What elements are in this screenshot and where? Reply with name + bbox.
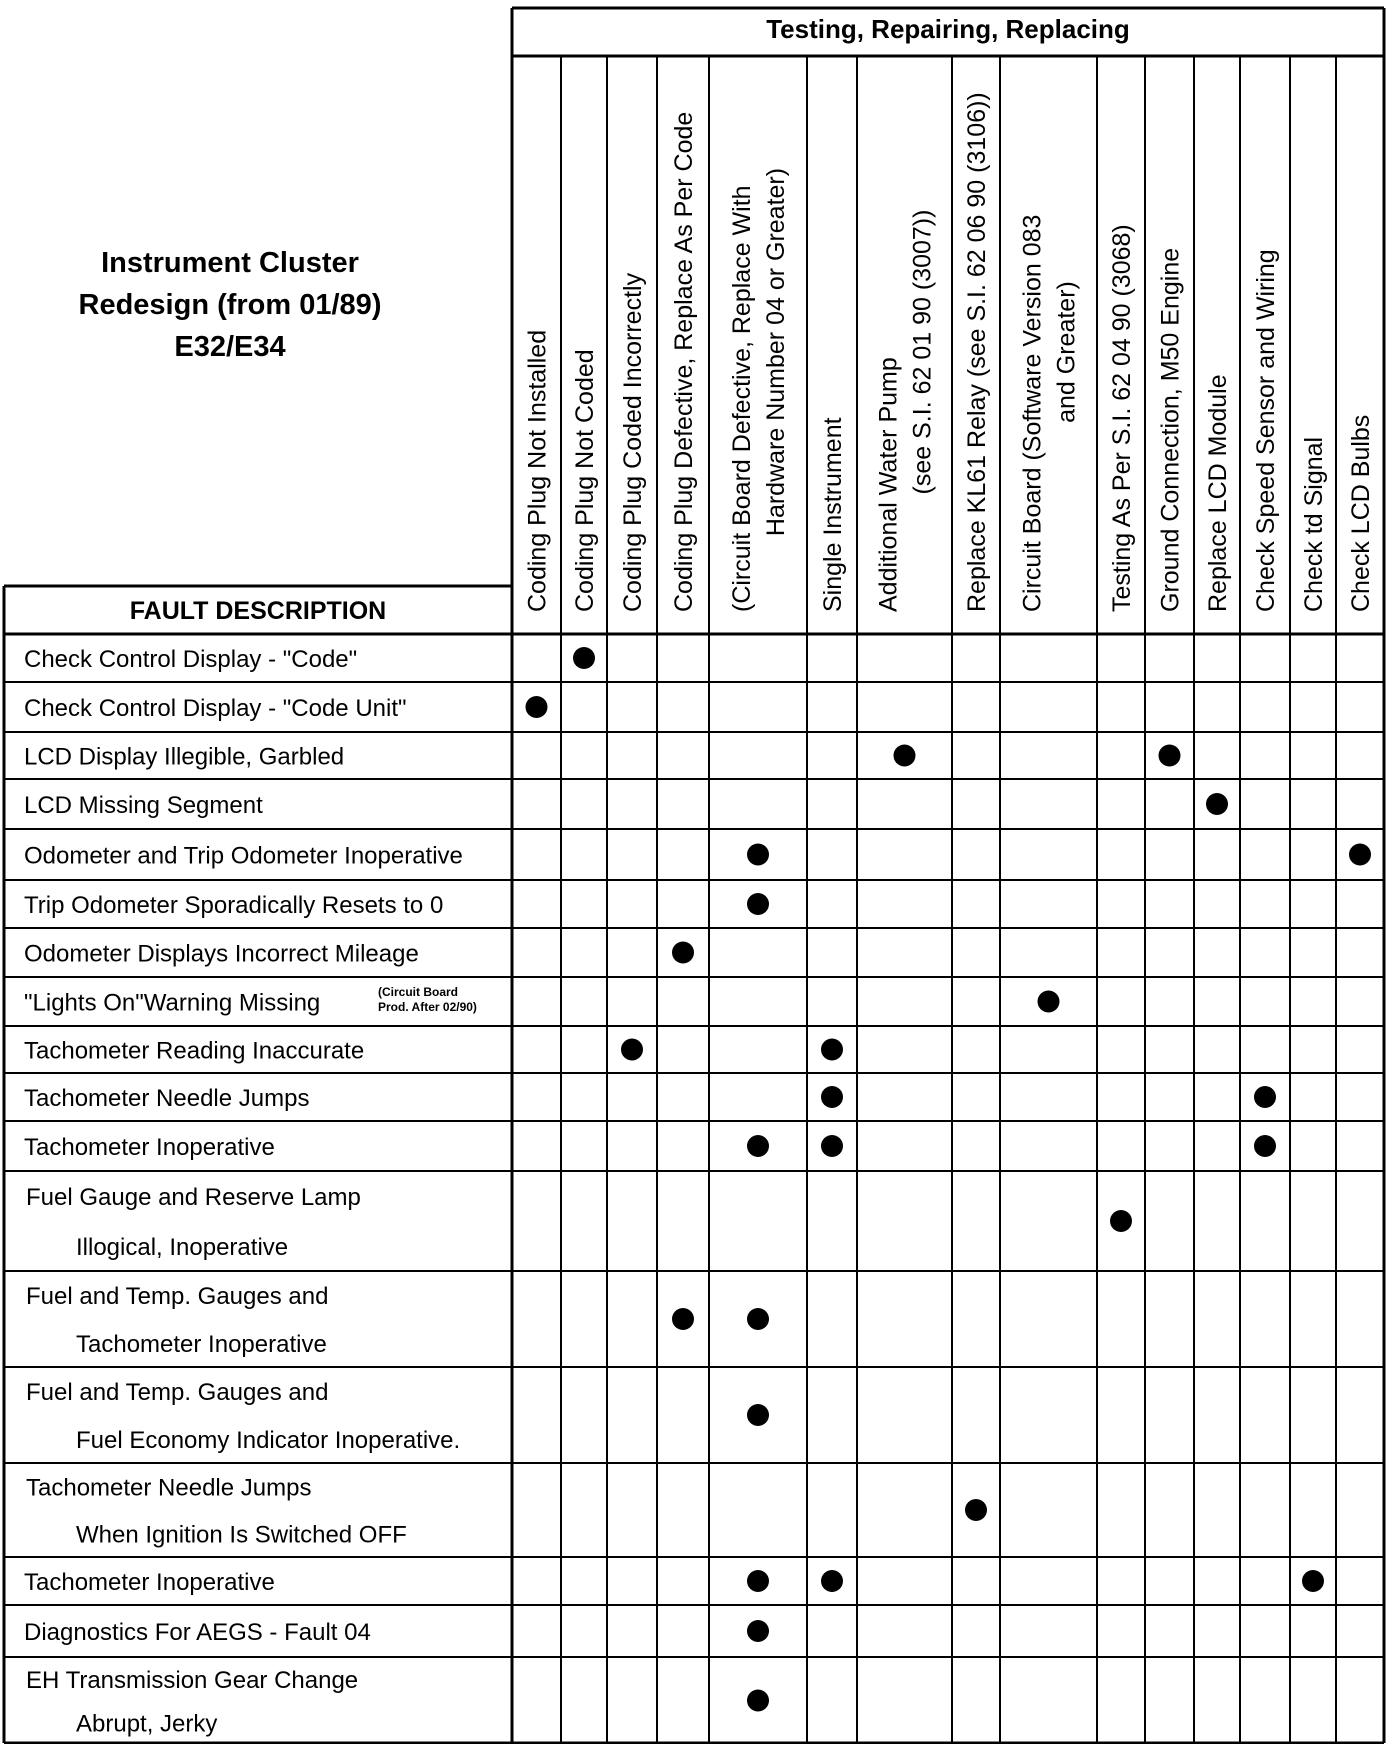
fault-mark-dot [965,1499,987,1521]
fault-mark-dot [1159,745,1181,767]
column-header [1252,249,1280,612]
fault-description: Abrupt, Jerky [76,1710,218,1738]
fault-mark-dot [747,844,769,866]
fault-mark-dot [821,1039,843,1061]
column-header-label: (see S.I. 62 01 90 (3007)) [908,209,937,495]
fault-mark-dot [747,1308,769,1330]
fault-description: Tachometer Reading Inaccurate [24,1037,365,1065]
title-line: E32/E34 [174,331,286,363]
column-header-label: Coding Plug Defective, Replace As Per Code [670,111,698,612]
fault-mark-dot [821,1135,843,1157]
column-header [819,417,847,612]
fault-mark-dot [747,1570,769,1592]
fault-mark-dot [1254,1086,1276,1108]
column-header-label: and Greater) [1052,281,1081,423]
fault-description: Illogical, Inoperative [76,1234,289,1261]
table-row [24,1134,1276,1161]
fault-description: Tachometer Inoperative [24,1134,275,1161]
fault-description: Fuel Economy Indicator Inoperative. [76,1427,461,1454]
fault-mark-dot [747,1135,769,1157]
table-row [24,1085,1276,1112]
table-body [24,646,1371,1737]
column-header [1108,224,1136,612]
fault-description-header: FAULT DESCRIPTION [129,597,387,625]
table-row [24,843,1371,870]
column-header [571,349,599,612]
column-header [1347,415,1375,612]
table-row [26,1184,1132,1261]
column-header-label: Circuit Board (Software Version 083 [1018,214,1047,612]
column-headers [130,14,1375,625]
fault-mark-dot [1349,844,1371,866]
fault-mark-dot [747,1620,769,1642]
column-header [1019,215,1081,612]
fault-description: "Lights On"Warning Missing [24,989,321,1017]
column-header [1204,374,1232,612]
column-header [619,272,647,612]
fault-note: Prod. After 02/90) [378,1000,477,1014]
fault-mark-dot [1206,793,1228,815]
column-header-label: Coding Plug Not Coded [571,349,599,612]
fault-mark-dot [1254,1135,1276,1157]
fault-description: Odometer Displays Incorrect Mileage [24,940,419,968]
fault-mark-dot [672,942,694,964]
fault-description: Trip Odometer Sporadically Resets to 0 [24,892,444,919]
column-header-label: Testing As Per S.I. 62 04 90 (3068) [1108,224,1136,612]
column-header-label: Single Instrument [819,417,847,612]
fault-note: (Circuit Board [378,985,459,999]
fault-description: LCD Display Illegible, Garbled [24,743,345,771]
fault-description: Check Control Display - "Code Unit" [24,695,407,722]
fault-description: Tachometer Needle Jumps [26,1474,312,1502]
fault-mark-dot [573,647,595,669]
fault-mark-dot [747,1404,769,1426]
column-header [728,168,790,612]
column-header-label: Check LCD Bulbs [1347,414,1375,612]
column-header-label: Additional Water Pump [874,357,903,612]
fault-mark-dot [1302,1570,1324,1592]
fault-mark-dot [821,1570,843,1592]
fault-description: LCD Missing Segment [24,792,263,819]
fault-description: EH Transmission Gear Change [26,1666,359,1694]
table-row [24,1038,843,1065]
fault-description: Odometer and Trip Odometer Inoperative [24,842,463,870]
fault-mark-dot [894,745,916,767]
column-header-label: Coding Plug Not Installed [523,329,552,612]
fault-mark-dot [1110,1210,1132,1232]
fault-mark-dot [747,893,769,915]
fault-description: Tachometer Inoperative [76,1331,327,1358]
column-header-label: Replace LCD Module [1204,374,1232,612]
column-header [524,330,552,612]
fault-description: Fuel and Temp. Gauges and [26,1379,329,1406]
fault-mark-dot [672,1308,694,1330]
fault-mark-dot [526,696,548,718]
table-row [24,744,1181,771]
table-row [24,985,1060,1017]
fault-description: Tachometer Inoperative [24,1569,275,1596]
table-row [24,695,548,722]
column-header-label: Hardware Number 04 or Greater) [762,167,790,537]
column-header [1300,437,1328,612]
fault-mark-dot [1038,991,1060,1013]
fault-description: Diagnostics For AEGS - Fault 04 [24,1619,371,1646]
column-header [1157,248,1185,612]
fault-mark-dot [621,1039,643,1061]
column-header-label: Check td Signal [1300,436,1328,612]
column-header-label: Ground Connection, M50 Engine [1156,247,1185,612]
table-row [24,1569,1324,1596]
column-header-label: Replace KL61 Relay (see S.I. 62 06 90 (3106)) [963,92,991,612]
column-header-label: Check Speed Sensor and Wiring [1252,249,1280,612]
column-header-label: Coding Plug Coded Incorrectly [619,272,647,612]
title-line: Redesign (from 01/89) [78,289,382,321]
column-header-label: (Circuit Board Defective, Replace With [728,185,756,612]
fault-description: Tachometer Needle Jumps [24,1085,310,1112]
fault-mark-dot [747,1690,769,1712]
column-header [670,112,698,612]
group-header: Testing, Repairing, Replacing [766,14,1130,44]
fault-description: Fuel Gauge and Reserve Lamp [26,1184,361,1211]
fault-description: When Ignition Is Switched OFF [76,1521,407,1549]
fault-description: Check Control Display - "Code" [24,646,358,673]
fault-mark-dot [821,1086,843,1108]
title-line: Instrument Cluster [101,247,359,279]
table-row [24,941,694,968]
fault-description: Fuel and Temp. Gauges and [26,1283,329,1310]
table-row [26,1475,987,1549]
column-header [875,210,937,612]
column-header [963,92,991,612]
table-row [24,646,595,673]
table-row [24,792,1228,819]
